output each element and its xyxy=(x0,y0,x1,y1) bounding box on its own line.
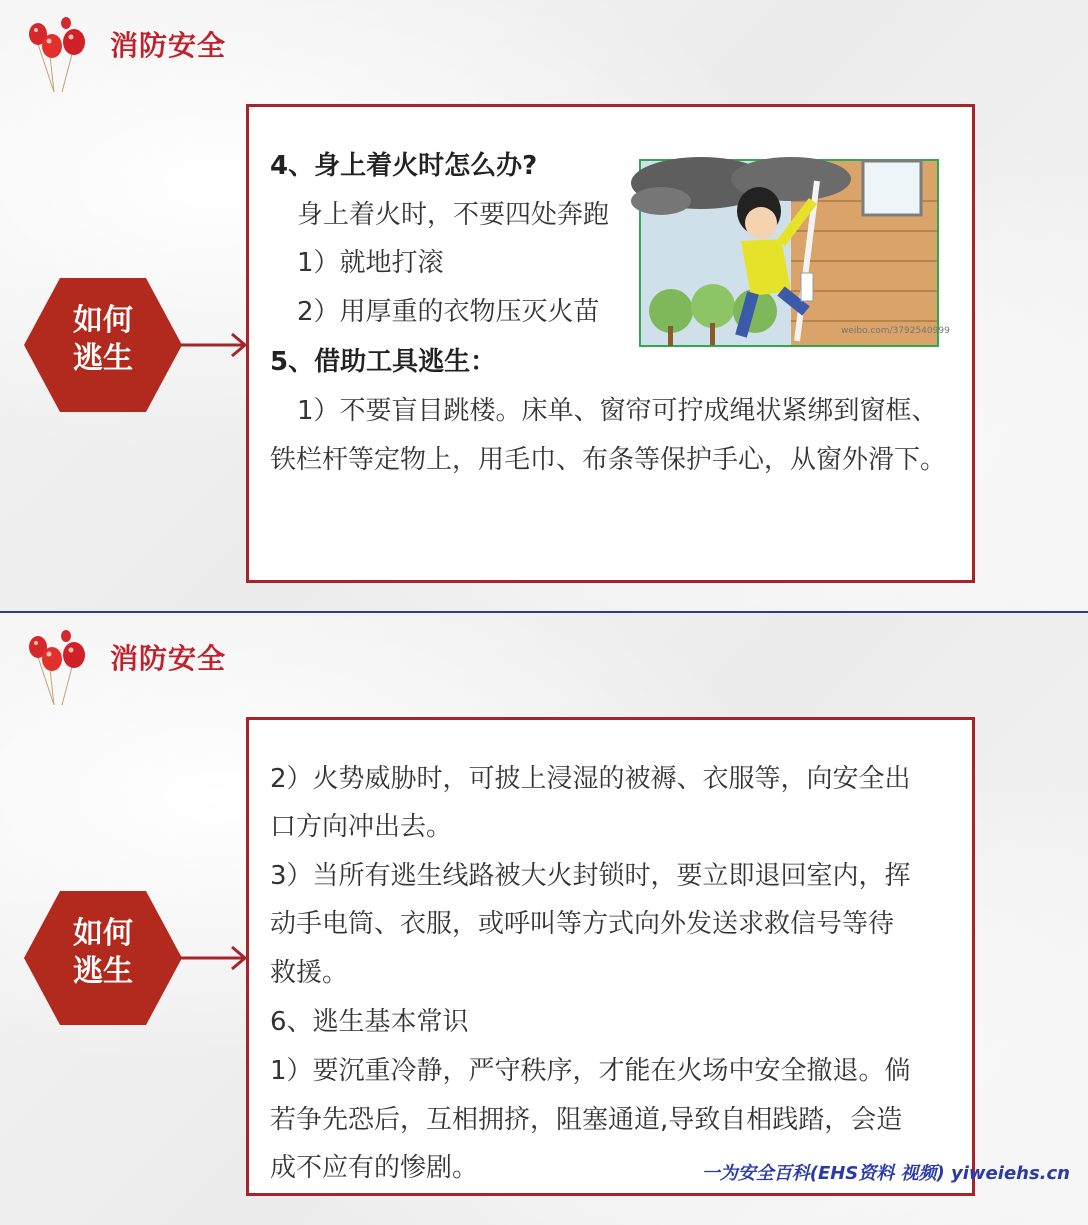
content-box xyxy=(246,717,975,1196)
list-item: 2）火势威胁时，可披上浸湿的被褥、衣服等，向安全出 xyxy=(270,764,911,794)
cartoon-figure-image xyxy=(641,161,950,345)
text-line: 身上着火时，不要四处奔跑 xyxy=(297,200,610,230)
list-item: 3）当所有逃生线路被大火封锁时，要立即退回室内，挥 xyxy=(270,861,911,891)
slide-title: 消防安全 xyxy=(110,29,227,62)
text-line: 救援。 xyxy=(270,958,349,988)
badge-line-2: 逃生 xyxy=(73,954,133,989)
heading-6: 6、逃生基本常识 xyxy=(270,1007,469,1037)
escape-illustration xyxy=(639,159,950,347)
list-item: 1）要沉重冷静，严守秩序，才能在火场中安全撤退。倘 xyxy=(270,1056,911,1086)
badge-line-2: 逃生 xyxy=(73,341,133,376)
text-line: 动手电筒、衣服，或呼叫等方式向外发送求救信号等待 xyxy=(270,909,895,939)
slide-1 xyxy=(0,0,1088,612)
badge-line-1: 如何 xyxy=(73,916,133,951)
illustration-caption: weibo.com/3792540999 xyxy=(841,326,950,336)
list-item: 1）就地打滚 xyxy=(297,248,444,278)
watermark-text: 一为安全百科(EHS资料 视频) yiweiehs.cn xyxy=(701,1163,1070,1184)
heading-5: 5、借助工具逃生： xyxy=(270,347,497,377)
arrow-right-icon xyxy=(180,330,250,360)
text-line: 铁栏杆等定物上，用毛巾、布条等保护手心，从窗外滑下。 xyxy=(270,445,947,475)
text-line: 若争先恐后，互相拥挤，阻塞通道,导致自相践踏，会造 xyxy=(270,1105,903,1135)
list-item: 2）用厚重的衣物压灭火苗 xyxy=(297,297,600,327)
badge-label xyxy=(20,302,186,378)
text-line: 成不应有的惨剧。 xyxy=(270,1153,479,1183)
badge-label xyxy=(20,915,186,991)
list-item: 1）不要盲目跳楼。床单、窗帘可拧成绳状紧绑到窗框、 xyxy=(297,396,938,426)
arrow-right-icon xyxy=(180,943,250,973)
heading-4: 4、身上着火时怎么办? xyxy=(270,151,538,181)
badge-line-1: 如何 xyxy=(73,303,133,338)
content-box xyxy=(246,104,975,583)
balloons-icon xyxy=(22,627,102,707)
text-line: 口方向冲出去。 xyxy=(270,812,453,842)
slide-2 xyxy=(0,613,1088,1225)
slide-title: 消防安全 xyxy=(110,642,227,675)
balloons-icon xyxy=(22,14,102,94)
